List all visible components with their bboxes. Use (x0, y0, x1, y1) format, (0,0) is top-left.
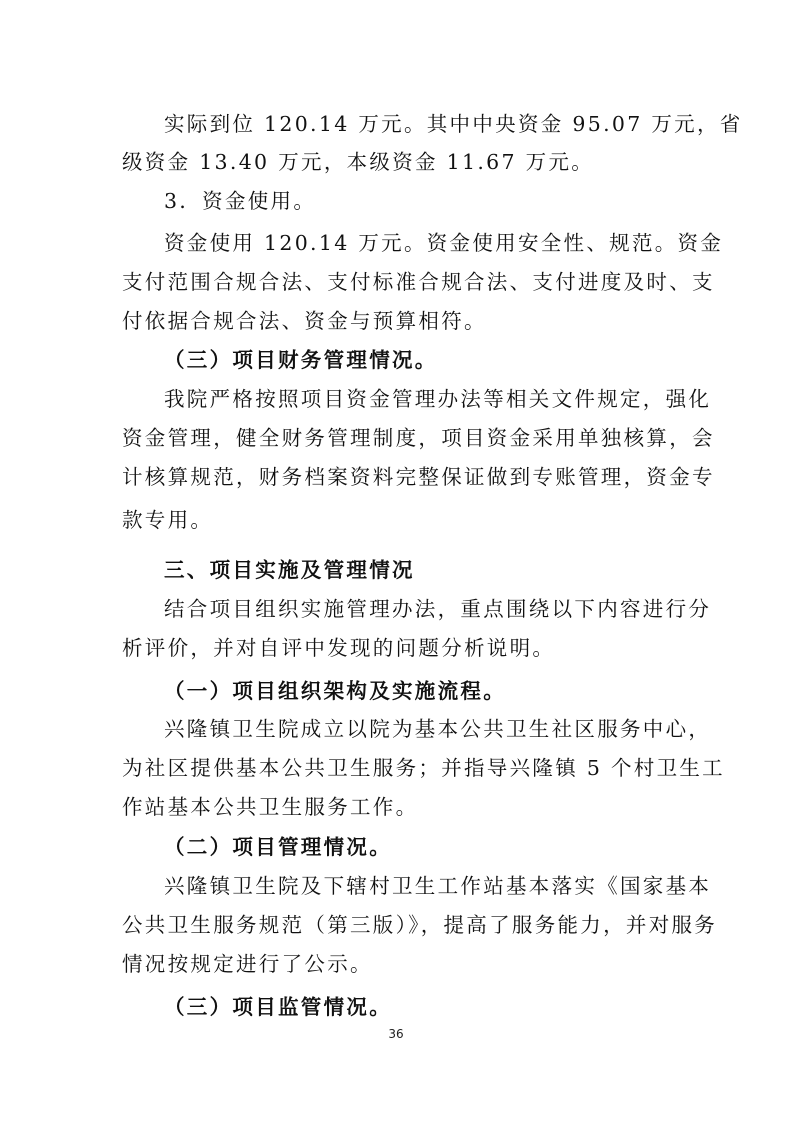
section-heading-management: （二）项目管理情况。 (164, 835, 392, 859)
text-line-1: 实际到位 120.14 万元。其中中央资金 95.07 万元，省 (164, 112, 743, 136)
text-line-9: 资金管理，健全财务管理制度，项目资金采用单独核算，会 (122, 426, 715, 450)
text-line-14: 析评价，并对自评中发现的问题分析说明。 (122, 636, 556, 660)
text-line-18: 作站基本公共卫生服务工作。 (122, 795, 419, 819)
text-line-5: 支付范围合规合法、支付标准合规合法、支付进度及时、支 (122, 270, 715, 294)
text-line-10: 计核算规范，财务档案资料完整保证做到专账管理，资金专 (122, 465, 715, 489)
text-line-8: 我院严格按照项目资金管理办法等相关文件规定，强化 (164, 387, 712, 411)
section-heading-implementation: 三、项目实施及管理情况 (164, 558, 415, 582)
text-line-17: 为社区提供基本公共卫生服务；并指导兴隆镇 5 个村卫生工 (122, 756, 725, 780)
section-heading-organization: （一）项目组织架构及实施流程。 (164, 679, 506, 703)
text-line-6: 付依据合规合法、资金与预算相符。 (122, 309, 487, 333)
text-line-22: 情况按规定进行了公示。 (122, 952, 373, 976)
text-line-3: 3．资金使用。 (164, 189, 317, 213)
page-number: 36 (388, 1027, 404, 1041)
text-line-21: 公共卫生服务规范（第三版）》，提高了服务能力，并对服务 (122, 913, 718, 937)
section-heading-supervision: （三）项目监管情况。 (164, 995, 392, 1019)
text-line-13: 结合项目组织实施管理办法，重点围绕以下内容进行分 (164, 597, 712, 621)
text-line-4: 资金使用 120.14 万元。资金使用安全性、规范。资金 (164, 231, 724, 255)
text-line-20: 兴隆镇卫生院及下辖村卫生工作站基本落实《国家基本 (164, 874, 712, 898)
section-heading-finance: （三）项目财务管理情况。 (164, 348, 438, 372)
text-line-16: 兴隆镇卫生院成立以院为基本公共卫生社区服务中心， (164, 717, 712, 741)
text-line-2: 级资金 13.40 万元，本级资金 11.67 万元。 (122, 150, 595, 174)
text-line-11: 款专用。 (122, 508, 214, 532)
